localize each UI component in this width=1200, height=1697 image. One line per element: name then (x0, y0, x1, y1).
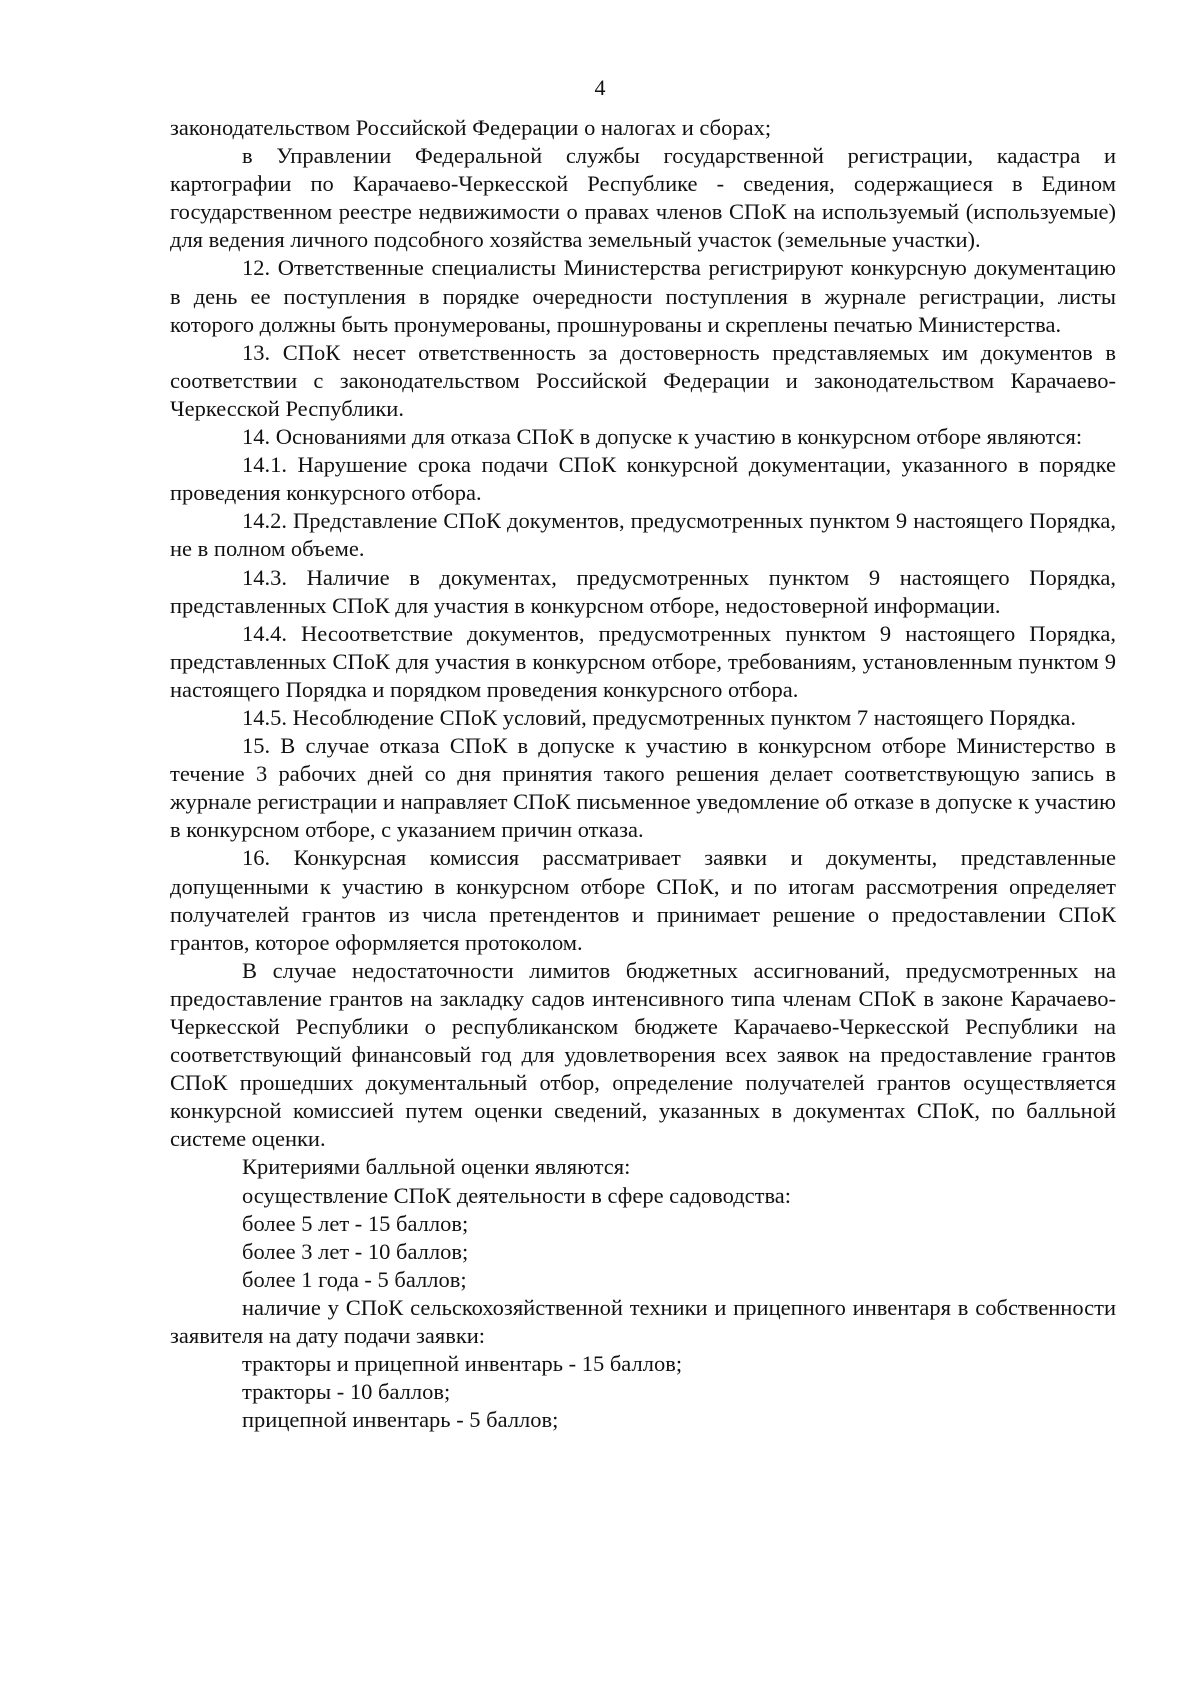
paragraph: 14.1. Нарушение срока подачи СПоК конкурсной документации, указанного в порядке проведения конкурсного отбора. (170, 452, 1116, 506)
page-number: 4 (594, 75, 606, 100)
paragraph: 14.2. Представление СПоК документов, предусмотренных пунктом 9 настоящего Порядка, не в полном объеме. (170, 508, 1116, 562)
criteria-item: более 1 года - 5 баллов; (242, 1266, 467, 1292)
paragraph: 12. Ответственные специалисты Министерства регистрируют конкурсную документацию в день ее поступления в порядке очередности поступления в журнале регистрации, листы которого должны быть пронумерованы, прошнурованы и скреплены печатью Министерства. (170, 255, 1116, 337)
paragraph: 15. В случае отказа СПоК в допуске к участию в конкурсном отборе Министерство в течение 3 рабочих дней со дня принятия такого решения делает соответствующую запись в журнале регистрации и направляет СПоК письменное уведомление об отказе в допуске к участию в конкурсном отборе, с указанием причин отказа. (170, 733, 1116, 843)
paragraph: в Управлении Федеральной службы государственной регистрации, кадастра и картографии по Карачаево-Черкесской Республике - сведения, содержащиеся в Едином государственном реестре недвижимости о правах членов СПоК на используемый (используемые) для ведения личного подсобного хозяйства земельный участок (земельные участки). (170, 143, 1116, 253)
paragraph: 14. Основаниями для отказа СПоК в допуске к участию в конкурсном отборе являются: (242, 424, 1083, 450)
paragraph: наличие у СПоК сельскохозяйственной техники и прицепного инвентаря в собственности заявителя на дату подачи заявки: (170, 1294, 1116, 1349)
paragraph: 13. СПоК несет ответственность за достоверность представляемых им документов в соответствии с законодательством Российской Федерации и законодательством Карачаево-Черкесской Республики. (170, 339, 1116, 421)
criteria-item: более 5 лет - 15 баллов; (242, 1210, 469, 1236)
paragraph: 16. Конкурсная комиссия рассматривает заявки и документы, представленные допущенными к участию в конкурсном отборе СПоК, и по итогам рассмотрения определяет получателей грантов из числа претендентов и принимает решение о предоставлении СПоК грантов, которое оформляется протоколом. (170, 845, 1116, 955)
paragraph: 14.5. Несоблюдение СПоК условий, предусмотренных пунктом 7 настоящего Порядка. (242, 704, 1077, 730)
paragraph: законодательством Российской Федерации о налогах и сборах; (170, 115, 772, 140)
document-body (170, 114, 1116, 1434)
criteria-item: более 3 лет - 10 баллов; (242, 1238, 469, 1264)
criteria-intro: Критериями балльной оценки являются: (242, 1154, 631, 1180)
paragraph: 14.3. Наличие в документах, предусмотренных пунктом 9 настоящего Порядка, представленных СПоК для участия в конкурсном отборе, недостоверной информации. (170, 564, 1116, 618)
criteria-item: тракторы и прицепной инвентарь - 15 баллов; (242, 1351, 683, 1377)
paragraph: 14.4. Несоответствие документов, предусмотренных пунктом 9 настоящего Порядка, представленных СПоК для участия в конкурсном отборе, требованиям, установленным пунктом 9 настоящего Порядка и порядком проведения конкурсного отбора. (170, 620, 1116, 702)
criteria-item: тракторы - 10 баллов; (242, 1379, 451, 1405)
paragraph: В случае недостаточности лимитов бюджетных ассигнований, предусмотренных на предоставление грантов на закладку садов интенсивного типа членам СПоК в законе Карачаево-Черкесской Республики о республиканском бюджете Карачаево-Черкесской Республики на соответствующий финансовый год для удовлетворения всех заявок на предоставление грантов СПоК прошедших документальный отбор, определение получателей грантов осуществляется конкурсной комиссией путем оценки сведений, указанных в документах СПоК, по балльной системе оценки. (170, 957, 1116, 1152)
criteria-item: прицепной инвентарь - 5 баллов; (242, 1407, 559, 1433)
criteria-item: осуществление СПоК деятельности в сфере садоводства: (242, 1182, 792, 1208)
